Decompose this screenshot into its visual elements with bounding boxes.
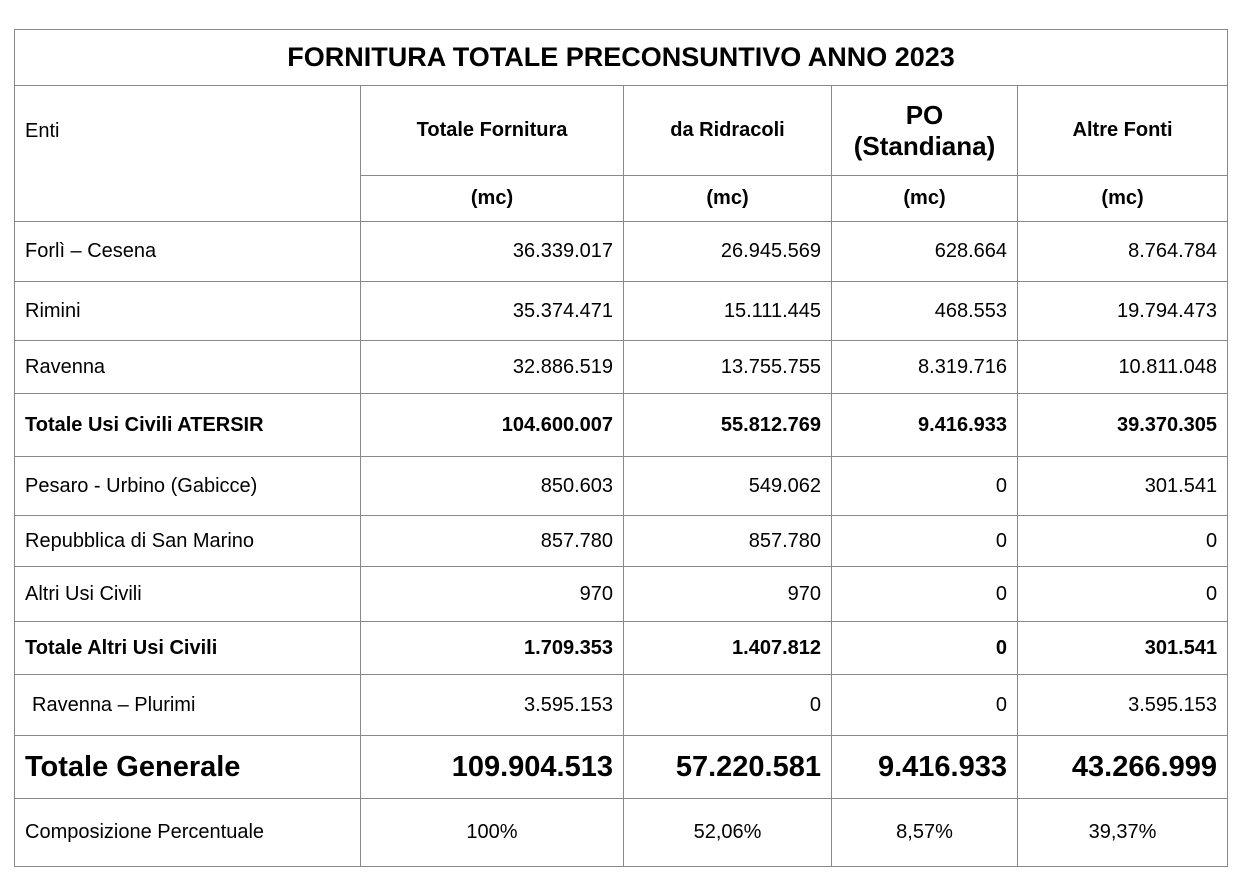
cell-value: 3.595.153 (1018, 675, 1228, 736)
table-title: FORNITURA TOTALE PRECONSUNTIVO ANNO 2023 (15, 30, 1228, 86)
cell-value: 9.416.933 (832, 736, 1018, 799)
cell-value: 43.266.999 (1018, 736, 1228, 799)
cell-value: 39,37% (1018, 799, 1228, 867)
unit-cell: (mc) (624, 176, 832, 222)
cell-value: 35.374.471 (361, 282, 624, 341)
title-row (15, 30, 1228, 86)
cell-value: 628.664 (832, 222, 1018, 282)
cell-value: 850.603 (361, 457, 624, 516)
cell-value: 19.794.473 (1018, 282, 1228, 341)
row-label: Pesaro - Urbino (Gabicce) (15, 457, 361, 516)
header-po-line2: (Standiana) (853, 130, 996, 161)
cell-value: 39.370.305 (1018, 394, 1228, 457)
table-row (15, 341, 1228, 394)
cell-value: 3.595.153 (361, 675, 624, 736)
cell-value: 549.062 (624, 457, 832, 516)
unit-cell: (mc) (361, 176, 624, 222)
row-label: Altri Usi Civili (15, 567, 361, 622)
table-row (15, 457, 1228, 516)
header-da-ridracoli: da Ridracoli (624, 86, 832, 176)
row-label: Rimini (15, 282, 361, 341)
table-row (15, 675, 1228, 736)
cell-value: 104.600.007 (361, 394, 624, 457)
cell-value: 8.319.716 (832, 341, 1018, 394)
cell-value: 100% (361, 799, 624, 867)
cell-value: 32.886.519 (361, 341, 624, 394)
cell-value: 0 (832, 567, 1018, 622)
row-label: Ravenna (15, 341, 361, 394)
cell-value: 1.407.812 (624, 622, 832, 675)
cell-value: 26.945.569 (624, 222, 832, 282)
grand-total-row (15, 736, 1228, 799)
cell-value: 0 (832, 622, 1018, 675)
header-row (15, 86, 1228, 176)
cell-value: 109.904.513 (361, 736, 624, 799)
cell-value: 0 (832, 516, 1018, 567)
cell-value: 970 (624, 567, 832, 622)
row-label: Composizione Percentuale (15, 799, 361, 867)
cell-value: 857.780 (624, 516, 832, 567)
row-label: Totale Generale (15, 736, 361, 799)
cell-value: 10.811.048 (1018, 341, 1228, 394)
cell-value: 468.553 (832, 282, 1018, 341)
cell-value: 301.541 (1018, 457, 1228, 516)
unit-cell: (mc) (1018, 176, 1228, 222)
row-label: Forlì – Cesena (15, 222, 361, 282)
cell-value: 970 (361, 567, 624, 622)
cell-value: 0 (832, 675, 1018, 736)
subtotal-row (15, 394, 1228, 457)
percentage-row (15, 799, 1228, 867)
cell-value: 301.541 (1018, 622, 1228, 675)
cell-value: 57.220.581 (624, 736, 832, 799)
cell-value: 8,57% (832, 799, 1018, 867)
cell-value: 8.764.784 (1018, 222, 1228, 282)
header-po-standiana (832, 86, 1018, 176)
row-label: Ravenna – Plurimi (15, 675, 361, 736)
cell-value: 0 (832, 457, 1018, 516)
cell-value: 13.755.755 (624, 341, 832, 394)
cell-value: 0 (1018, 567, 1228, 622)
cell-value: 52,06% (624, 799, 832, 867)
unit-cell: (mc) (832, 176, 1018, 222)
table-row (15, 282, 1228, 341)
cell-value: 857.780 (361, 516, 624, 567)
cell-value: 55.812.769 (624, 394, 832, 457)
header-enti: Enti (15, 86, 361, 222)
cell-value: 36.339.017 (361, 222, 624, 282)
header-po-line1: PO (905, 99, 944, 130)
table-row (15, 567, 1228, 622)
row-label: Totale Altri Usi Civili (15, 622, 361, 675)
fornitura-table (14, 29, 1228, 867)
header-totale-fornitura: Totale Fornitura (361, 86, 624, 176)
cell-value: 15.111.445 (624, 282, 832, 341)
cell-value: 9.416.933 (832, 394, 1018, 457)
cell-value: 0 (1018, 516, 1228, 567)
table-row (15, 516, 1228, 567)
header-altre-fonti: Altre Fonti (1018, 86, 1228, 176)
row-label: Totale Usi Civili ATERSIR (15, 394, 361, 457)
row-label: Repubblica di San Marino (15, 516, 361, 567)
subtotal-row (15, 622, 1228, 675)
table-row (15, 222, 1228, 282)
cell-value: 0 (624, 675, 832, 736)
cell-value: 1.709.353 (361, 622, 624, 675)
